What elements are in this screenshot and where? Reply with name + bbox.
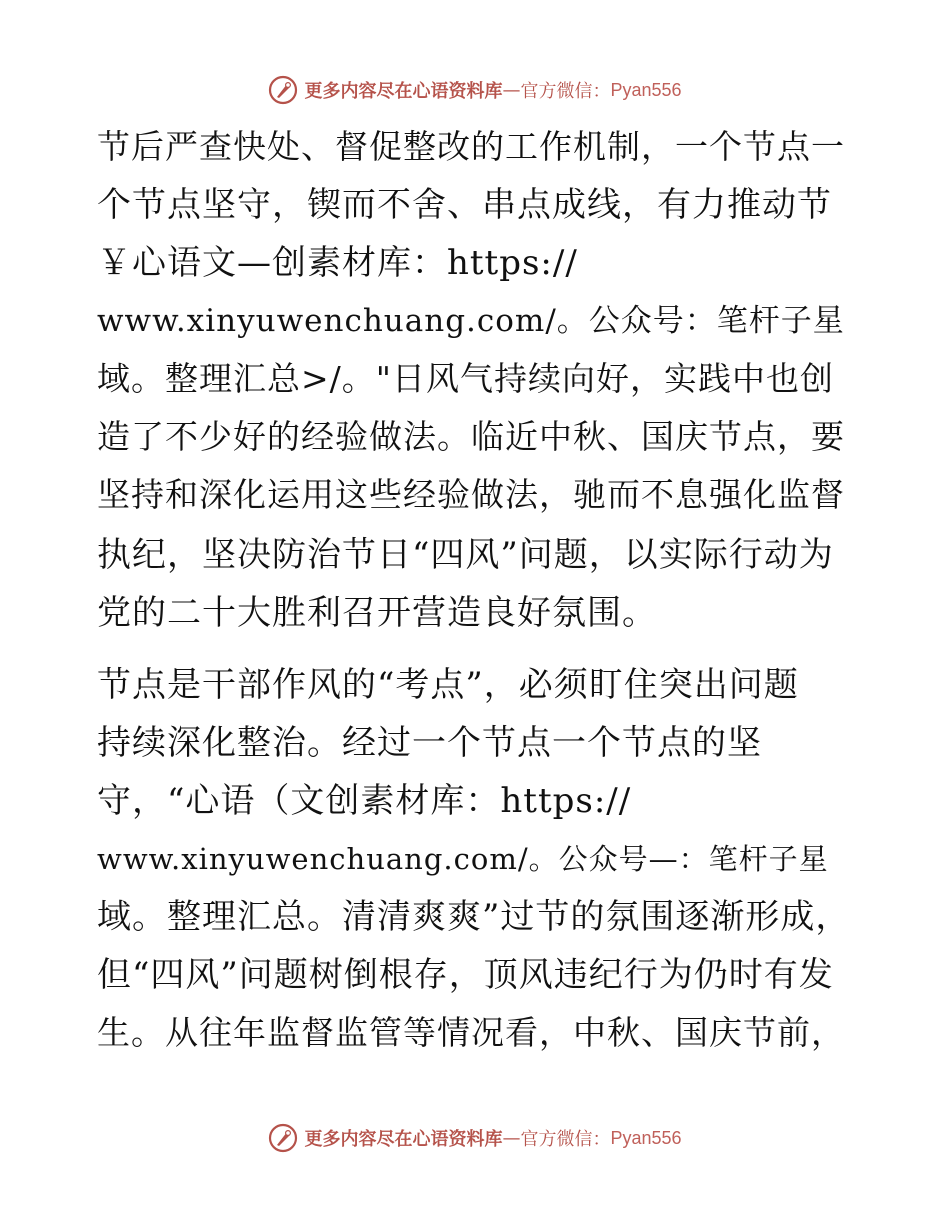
text-line: 生。从往年监督监管等情况看，中秋、国庆节前， — [97, 1013, 845, 1052]
text-line: 造了不少好的经验做法。临近中秋、国庆节点，要 — [97, 417, 845, 456]
text-line: 但“四风”问题树倒根存，顶风违纪行为仍时有发 — [97, 955, 834, 995]
text-line: 个节点坚守，锲而不舍、串点成线，有力推动节 — [97, 185, 832, 225]
text-line: 节点是干部作风的“考点”，必须盯住突出问题 — [97, 665, 799, 705]
text-line: www.xinyuwenchuang.com/。公众号：笔杆子星 — [97, 303, 845, 339]
text-line: ￥心语文—创素材库：https:// — [97, 243, 578, 283]
footer-watermark — [0, 1118, 950, 1158]
watermark-brand: 更多内容尽在心语资料库 — [304, 81, 503, 102]
pen-nib-logo-icon — [268, 1123, 298, 1153]
text-line: 执纪，坚决防治节日“四风”问题，以实际行动为 — [97, 535, 834, 575]
text-line: www.xinyuwenchuang.com/。公众号—：笔杆子星 — [97, 842, 829, 876]
text-line: 持续深化整治。经过一个节点一个节点的坚 — [97, 723, 762, 763]
pen-nib-logo-icon — [268, 75, 298, 105]
watermark-handle: Pyan556 — [610, 79, 682, 100]
watermark-brand: 更多内容尽在心语资料库 — [304, 1129, 503, 1150]
text-line: 节后严查快处、督促整改的工作机制，一个节点一 — [97, 127, 845, 166]
text-line: 党的二十大胜利召开营造良好氛围。 — [97, 593, 657, 633]
watermark-label: 官方微信： — [520, 1129, 611, 1150]
text-line: 域。整理汇总。清清爽爽”过节的氛围逐渐形成， — [97, 897, 851, 937]
text-line: 域。整理汇总>/。"日风气持续向好，实践中也创 — [97, 359, 834, 398]
watermark-handle: Pyan556 — [610, 1127, 682, 1148]
watermark-separator: — — [502, 1127, 521, 1149]
header-watermark — [0, 70, 950, 110]
text-line: 坚持和深化运用这些经验做法，驰而不息强化监督 — [97, 475, 845, 514]
text-line: 守，“心语（文创素材库：https:// — [97, 781, 632, 821]
watermark-separator: — — [502, 79, 521, 101]
watermark-label: 官方微信： — [520, 81, 611, 102]
